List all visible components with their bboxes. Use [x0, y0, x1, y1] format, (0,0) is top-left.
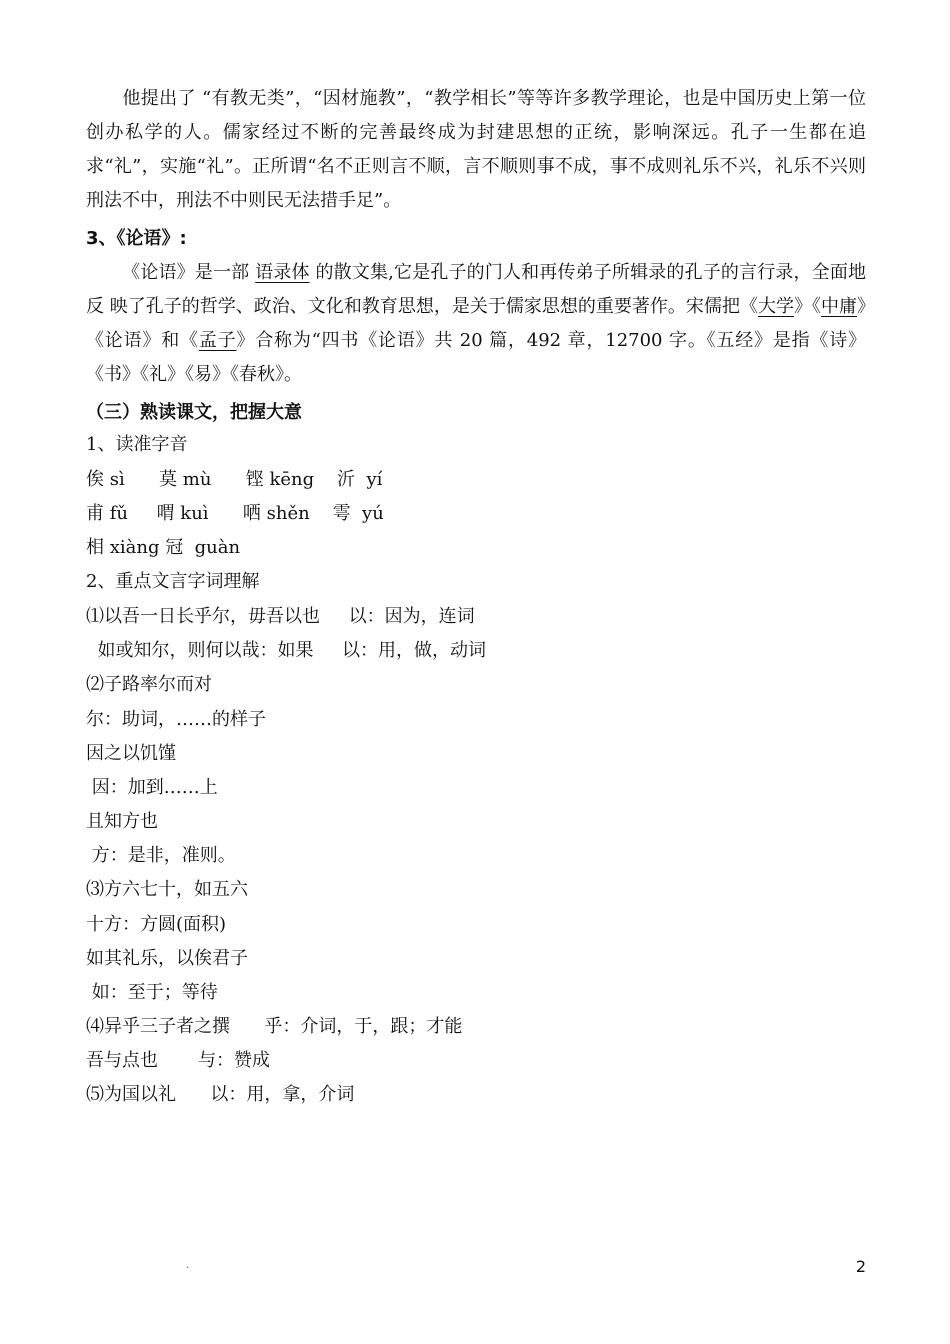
lunyu-text-e: 》合称为“四书《论语》共 20 篇，492 章，12700 字。《五经》是指《诗》《书》《礼》《易》《春秋》。: [86, 330, 867, 385]
footer-dot: .: [186, 1260, 190, 1271]
page-number: 2: [855, 1257, 866, 1276]
section-3-heading: 3、《论语》:: [86, 228, 187, 249]
list-line: ⑴以吾一日长乎尔，毋吾以也 以：因为，连词: [86, 606, 475, 627]
lunyu-text-c: 》《: [793, 296, 821, 317]
list-line: 因之以饥馑: [86, 743, 176, 764]
list-line: 相 xiàng 冠 guàn: [86, 537, 241, 558]
lunyu-paragraph: [86, 256, 866, 392]
list-line: 如其礼乐，以俟君子: [86, 948, 248, 969]
section-c-heading: （三）熟读课文，把握大意: [86, 402, 302, 423]
lunyu-underlined-zhongyong: 中庸: [821, 296, 858, 317]
list-line: 尔：助词，……的样子: [86, 709, 266, 730]
list-line: 方：是非，准则。: [86, 845, 236, 866]
lunyu-underlined-yuluti: 语录体: [255, 262, 310, 283]
list-line: 1、读准字音: [86, 434, 188, 455]
lunyu-text-b: 的散文集,它是孔子的门人和再传弟子所辑录的孔子的言行录，全面地反 映了孔子的哲学、政治、文化和教育思想，是关于儒家思想的重要著作。宋儒把《: [86, 262, 866, 317]
list-line: 吾与点也 与：赞成: [86, 1050, 271, 1071]
lunyu-underlined-daxue: 大学: [757, 296, 794, 317]
list-line: 2、重点文言字词理解: [86, 571, 260, 592]
list-line: 十方：方圆(面积): [86, 914, 227, 935]
list-line: 且知方也: [86, 811, 158, 832]
intro-paragraph: [86, 82, 866, 218]
list-line: 因：加到……上: [86, 777, 218, 798]
list-line: ⑷异乎三子者之撰 乎：介词，于，跟；才能: [86, 1016, 463, 1037]
lunyu-underlined-mengzi: 孟子: [198, 330, 237, 351]
lunyu-text-d: 》《论语》和《: [86, 296, 867, 351]
list-line: ⑵子路率尔而对: [86, 674, 212, 695]
list-line: ⑶方六七十，如五六: [86, 879, 248, 900]
list-line: 甫 fǔ 喟 kuì 哂 shěn 雩 yú: [86, 503, 384, 524]
list-line: ⑸为国以礼 以：用，拿，介词: [86, 1084, 355, 1105]
lunyu-text-a: 《论语》是一部: [122, 262, 256, 283]
list-line: 如：至于；等待: [86, 982, 218, 1003]
intro-text: 他提出了 “有教无类”，“因材施教”，“教学相长”等等许多教学理论，也是中国历史上第一位创办私学的人。儒家经过不断的完善最终成为封建思想的正统，影响深远。孔子一生都在追求“礼”，实施“礼”。正所谓“名不正则言不顺，言不顺则事不成，事不成则礼乐不兴，礼乐不兴则刑法不中，刑法不中则民无法措手足”。: [86, 88, 866, 211]
list-line: 如或知尔，则何以哉：如果 以：用，做，动词: [86, 640, 487, 661]
list-line: 俟 sì 莫 mù 铿 kēng 沂 yí: [86, 469, 383, 490]
